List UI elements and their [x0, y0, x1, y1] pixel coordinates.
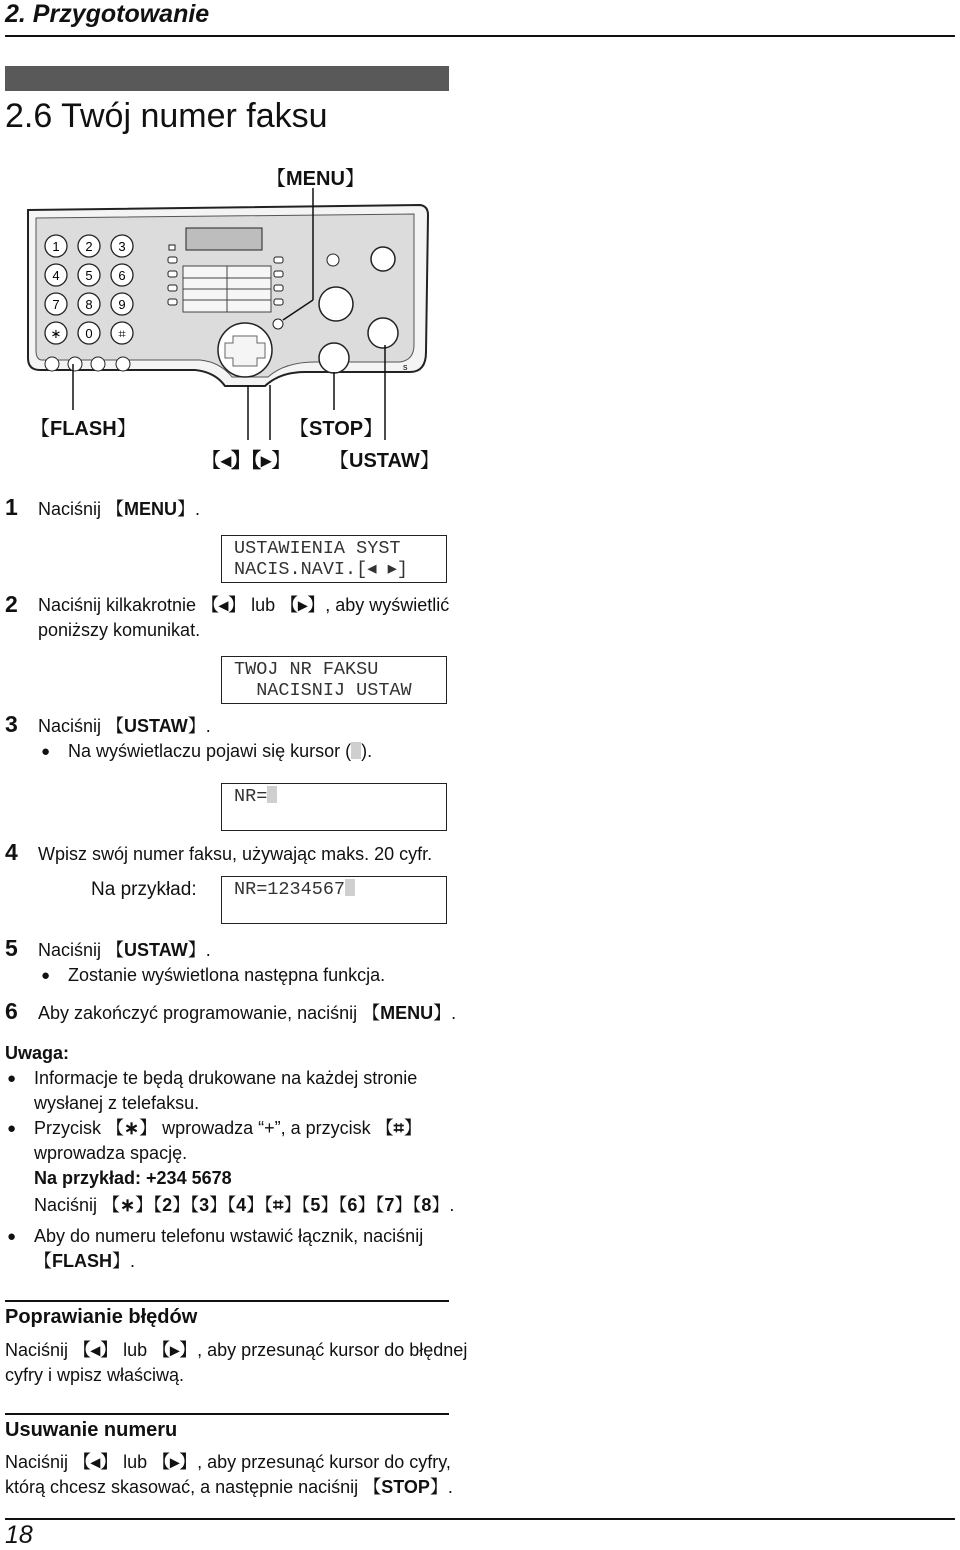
keypad-label: 8 [85, 297, 93, 312]
display-1: USTAWIENIA SYST NACIS.NAVI.[◂ ▸] [221, 535, 447, 583]
label-arrows: 【 ◂】【▸ 】 [201, 444, 291, 473]
step-3-text: Naciśnij 【 USTAW 】 . [38, 714, 211, 739]
example-key: 【 4 】 [227, 1195, 264, 1215]
label-stop: 【 STOP 】 [289, 412, 383, 441]
keypad-label: 9 [118, 297, 126, 312]
corrections-title: Poprawianie błędów [5, 1306, 198, 1328]
note-example-keys: Naciśnij 【 ∗ 】【 2 】【 3 】【 4 】【 ⌗ 】【 5 】【 6 】【 7 】【 8 】 . [34, 1193, 454, 1218]
example-key: 【 8 】 [412, 1195, 449, 1215]
keypad-label: 3 [118, 239, 126, 254]
step-6-text: Aby zakończyć programowanie, naciśnij 【 MENU 】 . [38, 1001, 456, 1026]
display-3: NR= [221, 783, 447, 831]
keypad-label: 4 [52, 268, 60, 283]
erase-text: Naciśnij 【 ◂ 】 lub 【 ▸ 】 , aby przesunąć kursor do cyfry, którą chcesz skasować, a następnie naciśnij 【 STOP 】 . [5, 1450, 453, 1500]
step-number: 6 [5, 998, 18, 1024]
keypad-label: 2 [85, 239, 93, 254]
example-label: Na przykład: [91, 879, 197, 900]
corrections-text: Naciśnij 【 ◂ 】 lub 【 ▸ 】 , aby przesunąć kursor do błędnej cyfry i wpisz właściwą. [5, 1338, 467, 1388]
keypad-label: ⌗ [118, 326, 126, 341]
example-key: 【 5 】 [301, 1195, 338, 1215]
section-title: 2.6 Twój numer faksu [5, 97, 328, 135]
display-4: NR=1234567 [221, 876, 447, 924]
header-rule [5, 35, 955, 37]
note-example-title: Na przykład: +234 5678 [34, 1168, 232, 1188]
keypad-label: ∗ [50, 326, 62, 341]
footer-rule [5, 1518, 955, 1520]
label-flash: 【 FLASH 】 [30, 412, 137, 441]
cursor-indicator [345, 879, 355, 896]
step-number: 4 [5, 839, 18, 865]
step-5-bullet: ● Zostanie wyświetlona następna funkcja. [68, 963, 385, 988]
keypad-label: 1 [52, 239, 60, 254]
cursor-indicator [267, 786, 277, 803]
example-key: 【 2 】 [153, 1195, 190, 1215]
display-2: TWOJ NR FAKSU NACISNIJ USTAW [221, 656, 447, 704]
step-1-text: Naciśnij 【 MENU 】 . [38, 497, 200, 522]
section-bar [5, 66, 449, 91]
step-5-text: Naciśnij 【 USTAW 】 . [38, 938, 211, 963]
keypad-label: 6 [118, 268, 126, 283]
example-key: 【 ∗ 】 [102, 1195, 153, 1215]
keypad-label: 7 [52, 297, 60, 312]
label-menu: 【 MENU 】 [266, 162, 365, 191]
svg-text:s: s [403, 362, 408, 372]
example-key: 【 6 】 [338, 1195, 375, 1215]
example-key: 【 ⌗ 】 [264, 1195, 301, 1215]
keypad-label: 5 [85, 268, 93, 283]
section-rule [5, 1413, 449, 1415]
note-bullet-3: ● Aby do numeru telefonu wstawić łącznik, naciśnij 【 FLASH 】 . [34, 1224, 423, 1274]
note-bullet-1: ● Informacje te będą drukowane na każdej stronie wysłanej z telefaksu. [34, 1066, 417, 1116]
step-number: 3 [5, 711, 18, 737]
step-number: 2 [5, 591, 18, 617]
step-4-text: Wpisz swój numer faksu, używając maks. 20 cyfr. [38, 844, 433, 864]
step-number: 1 [5, 494, 18, 520]
step-number: 5 [5, 935, 18, 961]
erase-title: Usuwanie numeru [5, 1419, 178, 1441]
note-bullet-2: ● Przycisk 【 ∗ 】 wprowadza “+”, a przycisk 【 ⌗ 】 wprowadza spację. [34, 1116, 422, 1166]
step-3-bullet: ● Na wyświetlaczu pojawi się kursor ( ). [68, 739, 372, 764]
label-ustaw: 【 USTAW 】 [329, 444, 440, 473]
step-2-text: Naciśnij kilkakrotnie 【 ◂ 】 lub 【 ▸ 】 , aby wyświetlić poniższy komunikat. [38, 593, 449, 643]
note-title: Uwaga: [5, 1043, 70, 1063]
section-rule [5, 1300, 449, 1302]
chapter-header: 2. Przygotowanie [5, 0, 210, 28]
keypad-label: 0 [85, 326, 93, 341]
example-key: 【 7 】 [375, 1195, 412, 1215]
example-key: 【 3 】 [190, 1195, 227, 1215]
cursor-indicator [351, 742, 361, 759]
page-number: 18 [5, 1521, 33, 1549]
